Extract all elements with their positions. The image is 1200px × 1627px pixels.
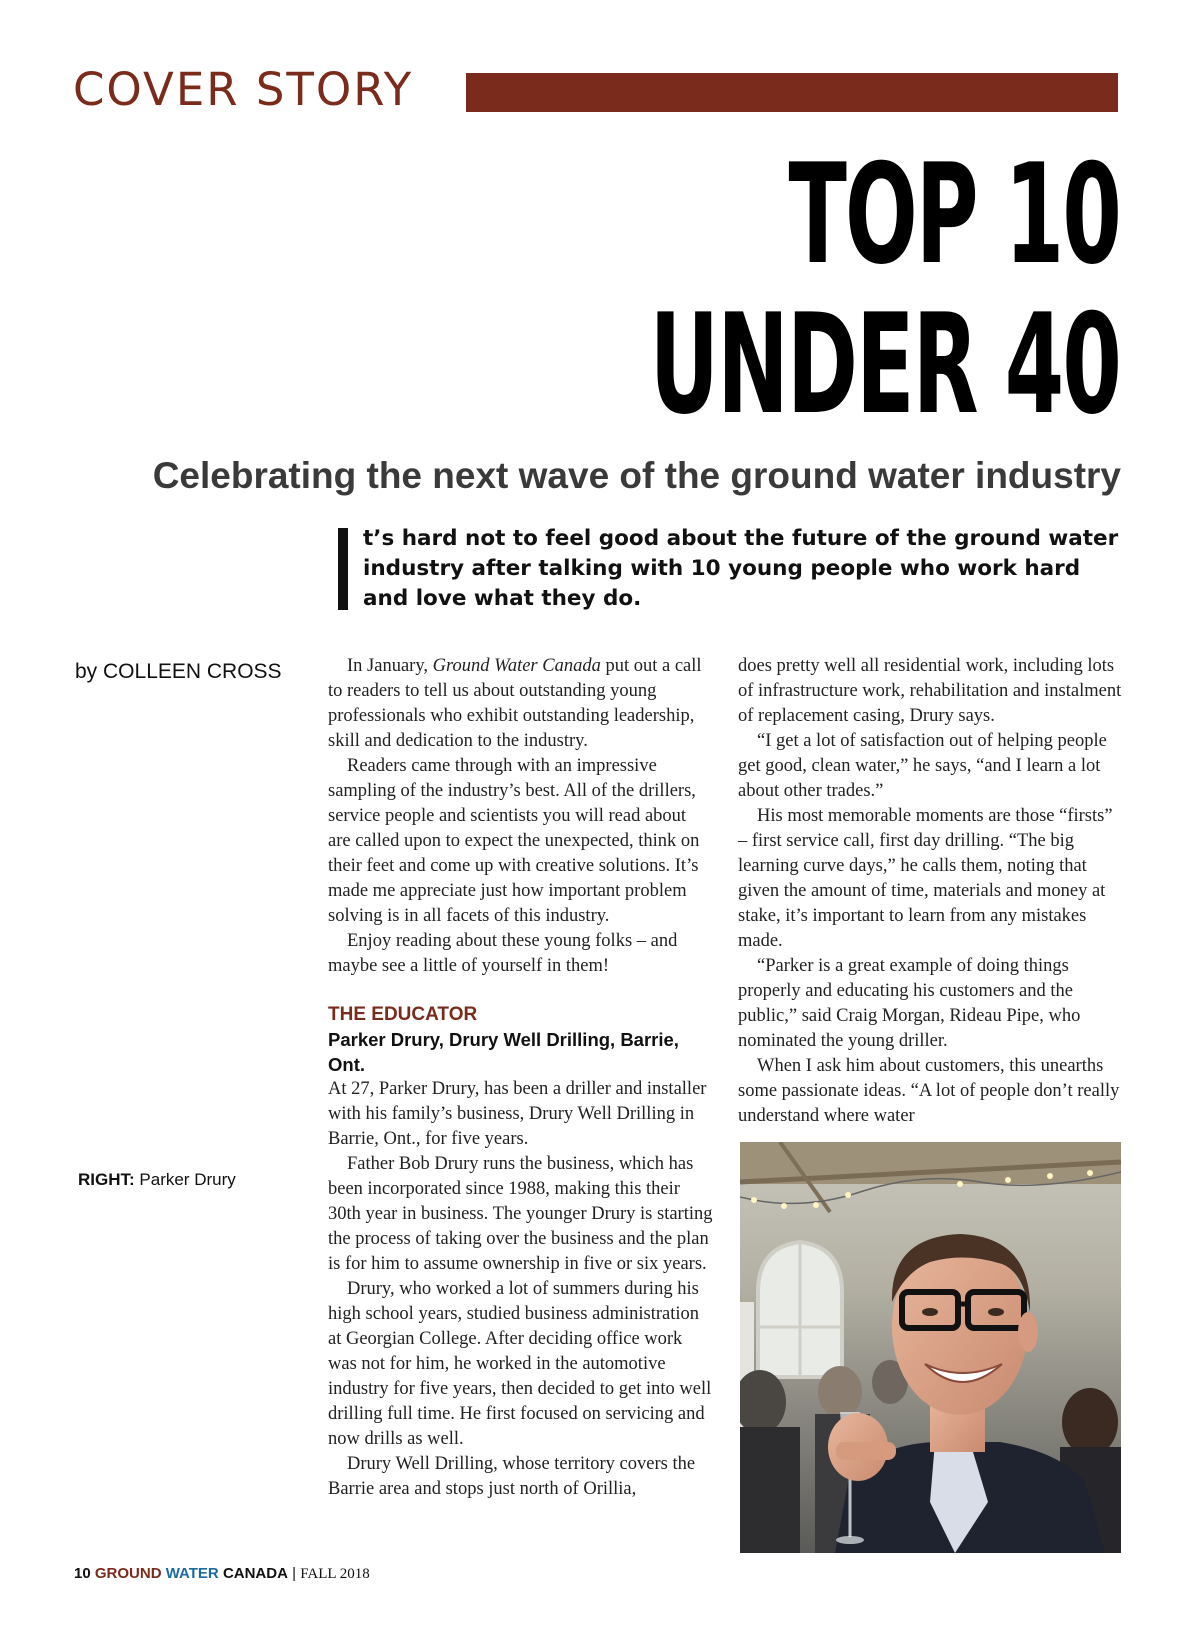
paragraph: His most memorable moments are those “firsts” – first service call, first day drilling. “The big learning curve days,” he calls them, noting that given the amount of time, materials and money at stake, it’s important to learn from any mistakes made.	[738, 806, 1113, 951]
paragraph: At 27, Parker Drury, has been a driller and installer with his family’s business, Drury Well Drilling in Barrie, Ont., for five years.	[328, 1079, 707, 1149]
paragraph: Drury, who worked a lot of summers during his high school years, studied business administration at Georgian College. After deciding office work was not for him, he worked in the automotive industry for five years, then decided to get into well drilling full time. He first focused on servicing and now drills as well.	[328, 1279, 712, 1449]
publication-name: Ground Water Canada	[432, 656, 601, 676]
subheadline: Celebrating the next wave of the ground water industry	[152, 455, 1121, 496]
portrait-photo	[740, 1142, 1121, 1553]
article-column-2	[738, 654, 1123, 1129]
headline-line-2: UNDER 40	[649, 284, 1120, 445]
page-footer	[74, 1565, 370, 1583]
article-column-1	[328, 654, 713, 1502]
issue-date: FALL 2018	[300, 1566, 370, 1582]
paragraph: When I ask him about customers, this unearths some passionate ideas. “A lot of people don’t really understand where water	[738, 1056, 1120, 1126]
paragraph	[328, 654, 713, 754]
paragraph: Readers came through with an impressive sampling of the industry’s best. All of the drillers, service people and scientists you will read about are called upon to expect the unexpected, think on their feet and come up with creative solutions. It’s made me appreciate just how important problem solving is in all facets of this industry.	[328, 756, 700, 926]
headline-line-1: TOP 10	[788, 134, 1120, 295]
page-number: 10	[74, 1565, 91, 1582]
portrait-photo-illustration	[740, 1142, 1121, 1553]
brand-canada: CANADA	[222, 1565, 288, 1582]
brand-water: WATER	[165, 1565, 219, 1582]
paragraph: “Parker is a great example of doing things properly and educating his customers and the public,” said Craig Morgan, Rideau Pipe, who nominated the young driller.	[738, 956, 1081, 1051]
profile-name: Parker Drury, Drury Well Drilling, Barrie, Ont.	[328, 1029, 679, 1075]
drop-cap-i	[338, 528, 348, 610]
caption-label: RIGHT:	[78, 1170, 135, 1189]
paragraph: does pretty well all residential work, including lots of infrastructure work, rehabilitation and instalment of replacement casing, Drury says.	[738, 656, 1122, 726]
paragraph: Father Bob Drury runs the business, which has been incorporated since 1988, making this their 30th year in business. The younger Drury is starting the process of taking over the business and the plan is for him to assume ownership in five or six years.	[328, 1154, 713, 1274]
paragraph: “I get a lot of satisfaction out of helping people get good, clean water,” he says, “and I learn a lot about other trades.”	[738, 731, 1107, 801]
section-label: COVER STORY	[73, 63, 414, 116]
intro-text: t’s hard not to feel good about the future of the ground water industry after talking with 10 young people who work hard and love what they do.	[363, 526, 1119, 611]
byline: by COLLEEN CROSS	[75, 660, 282, 683]
section-rule	[466, 73, 1118, 112]
brand-ground: GROUND	[94, 1565, 162, 1582]
section-title: THE EDUCATOR	[328, 1004, 478, 1025]
paragraph: Drury Well Drilling, whose territory covers the Barrie area and stops just north of Orillia,	[328, 1454, 696, 1499]
paragraph-text: put out a call to readers to tell us about outstanding young professionals who exhibit outstanding leadership, skill and dedication to the industry.	[328, 656, 702, 751]
footer-separator: |	[292, 1565, 297, 1582]
section-header	[73, 62, 1120, 122]
paragraph: Enjoy reading about these young folks – and maybe see a little of yourself in them!	[328, 931, 678, 976]
paragraph-text: In January,	[347, 656, 433, 676]
photo-caption	[78, 1170, 236, 1190]
caption-text: Parker Drury	[134, 1170, 236, 1189]
headline	[562, 134, 1120, 445]
